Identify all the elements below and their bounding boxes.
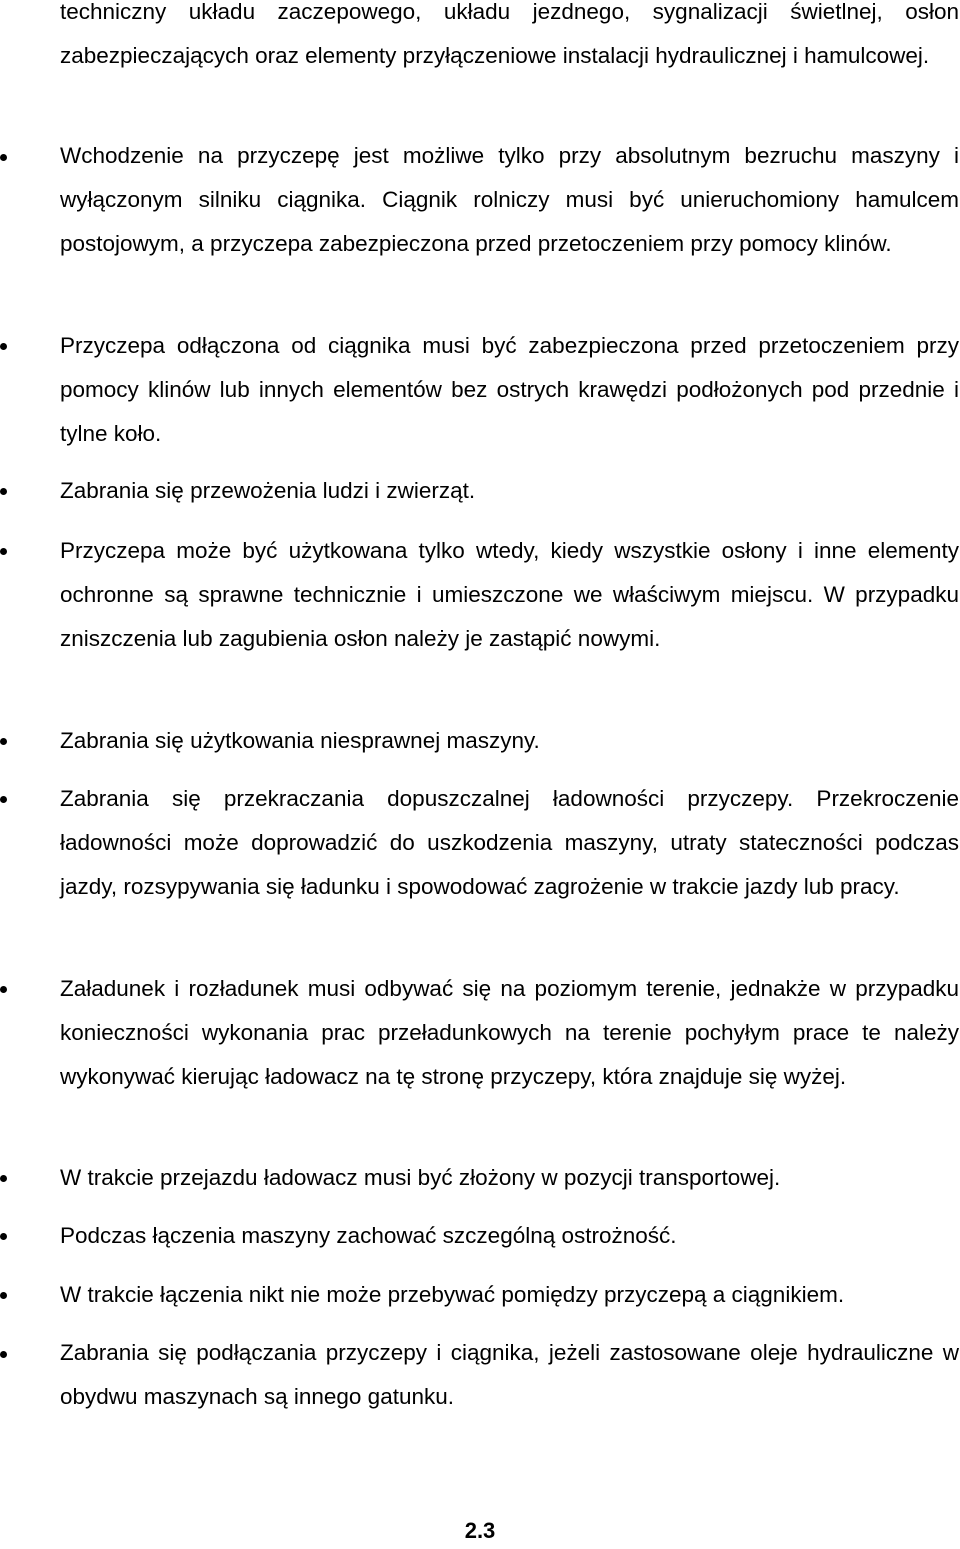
page-number: 2.3 [464,1518,496,1543]
list-item: Zabrania się przewożenia ludzi i zwierząt. [60,478,476,503]
bullet-dot [0,986,7,993]
bullet-dot [0,796,7,803]
bullet-dot [0,1175,7,1182]
bullet-dot [0,488,7,495]
list-item: W trakcie przejazdu ładowacz musi być złożony w pozycji transportowej. [60,1165,781,1190]
bullet-dot [0,343,7,350]
bullet-dot [0,1233,7,1240]
bullet-dot [0,1351,7,1358]
list-item: W trakcie łączenia nikt nie może przebywać pomiędzy przyczepą a ciągnikiem. [60,1282,845,1307]
continuation-paragraph: techniczny układu zaczepowego, układu jezdnego, sygnalizacji świetlnej, osłon zabezpieczających oraz elementy przyłączeniowe instalacji hydraulicznej i hamulcowej. [60,0,959,68]
list-item: Przyczepa odłączona od ciągnika musi być zabezpieczona przed przetoczeniem przy pomocy klinów lub innych elementów bez ostrych krawędzi podłożonych pod przednie i tylne koło. [60,333,959,446]
list-item: Zabrania się podłączania przyczepy i ciągnika, jeżeli zastosowane oleje hydrauliczne w obydwu maszynach są innego gatunku. [60,1340,959,1409]
list-item: Zabrania się przekraczania dopuszczalnej ładowności przyczepy. Przekroczenie ładowności może doprowadzić do uszkodzenia maszyny, utraty stateczności podczas jazdy, rozsypywania się ładunku i spowodować zagrożenie w trakcie jazdy lub pracy. [60,786,959,899]
list-item: Załadunek i rozładunek musi odbywać się na poziomym terenie, jednakże w przypadku konieczności wykonania prac przeładunkowych na terenie pochyłym prace te należy wykonywać kierując ładowacz na tę stronę przyczepy, która znajduje się wyżej. [60,976,959,1089]
list-item: Podczas łączenia maszyny zachować szczególną ostrożność. [60,1223,677,1248]
bullet-dot [0,1292,7,1299]
list-item: Zabrania się użytkowania niesprawnej maszyny. [60,728,540,753]
bullet-dot [0,154,7,161]
bullet-dot [0,548,7,555]
bullet-dot [0,738,7,745]
list-item: Wchodzenie na przyczepę jest możliwe tylko przy absolutnym bezruchu maszyny i wyłączonym silniku ciągnika. Ciągnik rolniczy musi być unieruchomiony hamulcem postojowym, a przyczepa zabezpieczona przed przetoczeniem przy pomocy klinów. [60,143,959,256]
list-item: Przyczepa może być użytkowana tylko wtedy, kiedy wszystkie osłony i inne elementy ochronne są sprawne technicznie i umieszczone we właściwym miejscu. W przypadku zniszczenia lub zagubienia osłon należy je zastąpić nowymi. [60,538,959,651]
